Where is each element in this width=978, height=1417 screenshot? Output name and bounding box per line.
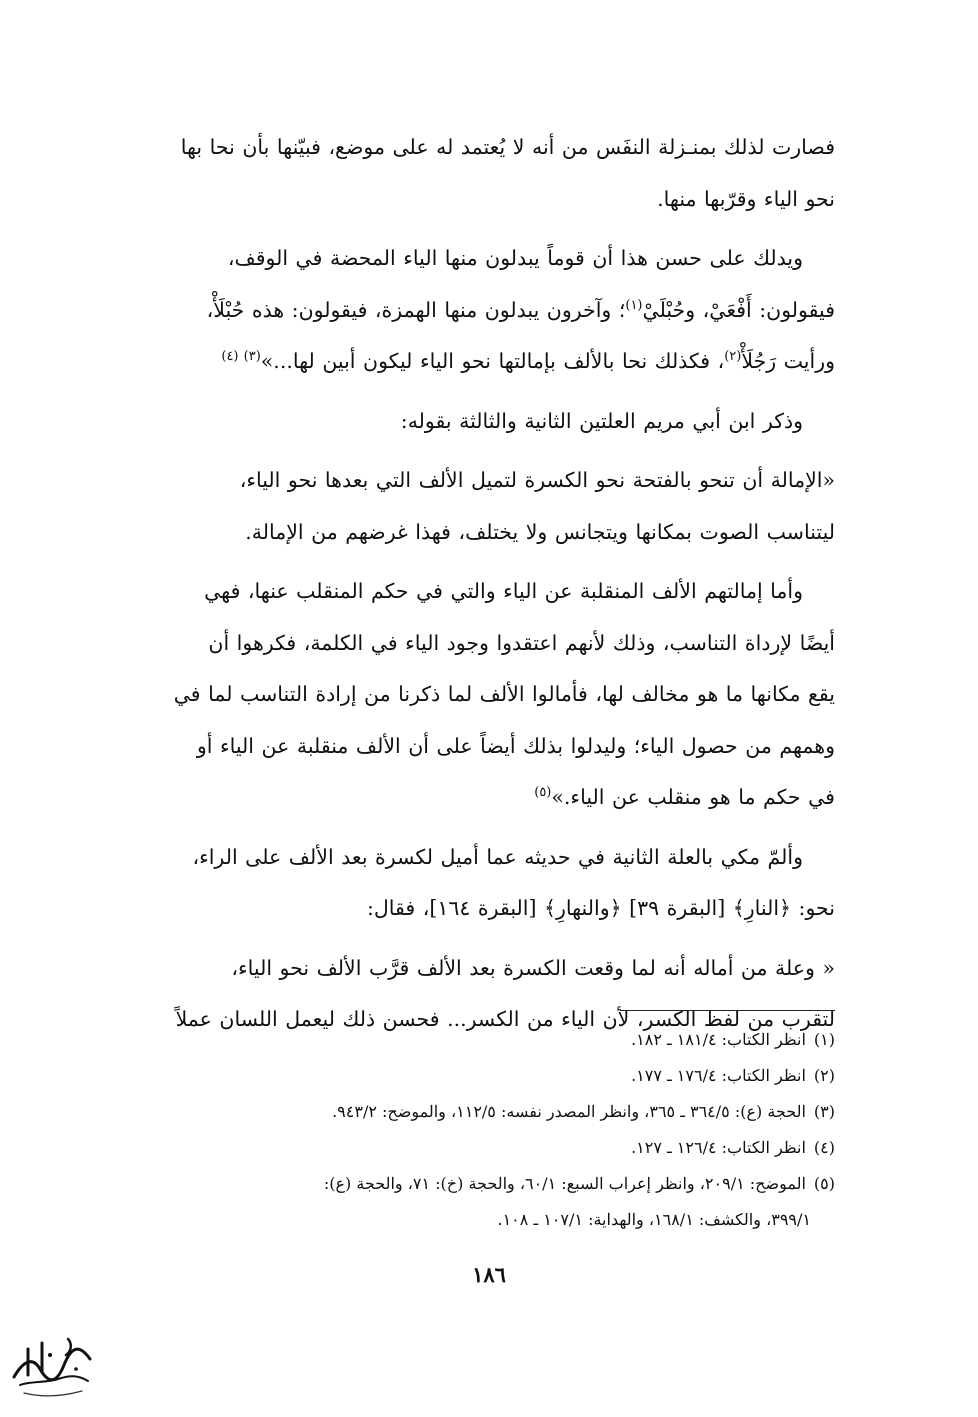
paragraph-4: [138, 455, 835, 558]
text-line: لتقرب من لفظ الكسر، لأن الياء من الكسر... فحسن ذلك ليعمل اللسان عملاً: [175, 1007, 835, 1031]
paragraph-1: [138, 122, 835, 225]
text-line: نحو: ﴿النارِ﴾ [البقرة ٣٩] ﴿والنهارِ﴾ [البقرة ١٦٤]، فقال:: [366, 896, 835, 920]
text-line: يقع مكانها ما هو مخالف لها، فأمالوا الألف لما ذكرنا من إرادة التناسب لما في: [173, 682, 835, 706]
paragraph-5: [138, 566, 835, 824]
text-line: وألمّ مكي بالعلة الثانية في حديثه عما أميل لكسرة بعد الألف على الراء،: [192, 844, 803, 869]
text-line: [138, 336, 835, 388]
text-line: أيضًا لإرداة التناسب، وذلك لأنهم اعتقدوا وجود الياء في الكلمة، فكرهوا أن: [208, 630, 835, 655]
footnote-text: ٣٩٩/١، والكشف: ١٦٨/١، والهداية: ١٠٧/١ ـ ١٠٨.: [497, 1210, 811, 1229]
text-line: وأما إمالتهم الألف المنقلبة عن الياء والتي في حكم المنقلب عنها، فهي: [204, 579, 803, 603]
text-segment: فيقولون: أَفْعَيْ، وحُبْلَيْ: [642, 297, 835, 322]
footnote-text: الموضح: ٢٠٩/١، وانظر إعراب السبع: ٦٠/١، والحجة (خ): ٧١، والحجة (ع):: [323, 1174, 806, 1193]
footnote-3: [138, 1094, 835, 1130]
text-line: وهمهم من حصول الياء؛ وليدلوا بذلك أيضاً على أن الألف منقلبة عن الياء أو: [196, 733, 835, 758]
footnote-2: [138, 1058, 835, 1094]
text-line: ويدلك على حسن هذا أن قوماً يبدلون منها الياء المحضة في الوقف،: [227, 246, 803, 270]
footnote-ref-3-4: (٣) (٤): [221, 349, 261, 365]
footnote-5-continued: [138, 1202, 835, 1238]
footnote-5: [138, 1166, 835, 1202]
footnote-number: (١): [813, 1030, 835, 1049]
text-line: « وعلة من أماله أنه لما وقعت الكسرة بعد الألف قرَّب الألف نحو الياء،: [231, 955, 835, 980]
text-segment: ، فكذلك نحا بالألف بإمالتها نحو الياء ليكون أبين لها...»: [260, 349, 725, 373]
text-segment: ؛ وآخرون يبدلون منها الهمزة، فيقولون: هذه حُبْلَأْ،: [206, 297, 626, 322]
footnote-ref-5: (٥): [534, 785, 552, 801]
text-segment: في حكم ما هو منقلب عن الياء.»: [551, 785, 835, 809]
footnote-text: انظر الكتاب: ١٧٦/٤ ـ ١٧٧.: [631, 1066, 806, 1085]
footnote-4: [138, 1130, 835, 1166]
footnote-number: (٥): [813, 1174, 835, 1193]
page-number: ١٨٦: [472, 1262, 506, 1287]
text-line: وذكر ابن أبي مريم العلتين الثانية والثالثة بقوله:: [400, 408, 803, 433]
footnote-ref-1: (١): [625, 297, 643, 313]
footnote-text: انظر الكتاب: ١٢٦/٤ ـ ١٢٧.: [631, 1138, 806, 1157]
calligraphy-stamp-icon: [6, 1325, 96, 1405]
paragraph-3: [138, 396, 835, 448]
text-line: ليتناسب الصوت بمكانها ويتجانس ولا يختلف، فهذا غرضهم من الإمالة.: [245, 519, 835, 544]
footnotes: [138, 1022, 835, 1238]
text-line: «الإمالة أن تنحو بالفتحة نحو الكسرة لتميل الألف التي بعدها نحو الياء،: [239, 468, 835, 492]
footnote-ref-2: (٢): [724, 349, 742, 365]
text-line: فصارت لذلك بمنـزلة النفَس من أنه لا يُعتمد له على موضع، فبيّنها بأن نحا بها: [180, 135, 835, 159]
text-line: نحو الياء وقرّبها منها.: [657, 186, 835, 211]
paragraph-2: [138, 233, 835, 388]
footnote-number: (٢): [813, 1066, 835, 1085]
text-line: [138, 285, 835, 337]
footnote-text: الحجة (ع): ٣٦٤/٥ ـ ٣٦٥، وانظر المصدر نفسه: ١١٢/٥، والموضح: ٩٤٣/٢.: [332, 1102, 806, 1121]
footnote-number: (٣): [813, 1102, 835, 1121]
footnote-number: (٤): [813, 1138, 835, 1157]
main-text: [138, 122, 835, 1046]
footnote-1: [138, 1022, 835, 1058]
text-segment: ورأيت رَجُلَأْ: [741, 349, 835, 373]
footnote-text: انظر الكتاب: ١٨١/٤ ـ ١٨٢.: [631, 1030, 806, 1049]
text-line: [138, 772, 835, 824]
paragraph-6: [138, 832, 835, 935]
footnote-divider: [620, 1010, 835, 1011]
